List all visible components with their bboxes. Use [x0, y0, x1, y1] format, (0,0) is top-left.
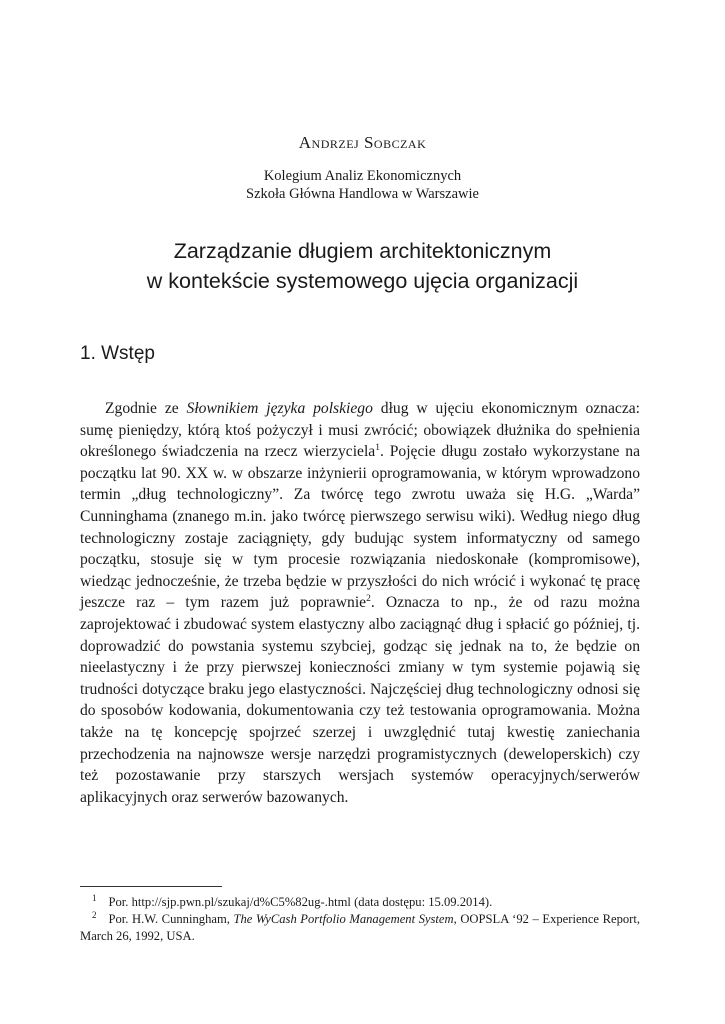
dictionary-title: Słownikiem języka polskiego — [186, 400, 373, 417]
footnote-separator — [80, 886, 222, 887]
footnote-2-number: 2 — [92, 909, 97, 920]
footnote-2-text-end: , OOPSLA ‘92 – Experience Report, March 26, 1992, USA. — [80, 912, 641, 943]
affiliation-university: Szkoła Główna Handlowa w Warszawie — [246, 186, 479, 202]
body-text-part-2: dług w ujęciu ekonomicznym oznacza: sumę pieniędzy, którą ktoś pożyczył i musi zwrócić; obowiązek dłużnika do spełnienia określonego świadczenia na rzecz wierzyciela — [80, 400, 640, 461]
section-heading: 1. Wstęp — [80, 343, 155, 364]
paper-title-line-1: Zarządzanie długiem architektonicznym — [173, 239, 552, 263]
footnote-1-text: Por. http://sjp.pwn.pl/szukaj/d%C5%82ug-.html (data dostępu: 15.09.2014). — [108, 895, 493, 909]
footnotes — [80, 894, 640, 945]
footnote-ref-2[interactable]: 2 — [366, 594, 371, 605]
footnote-1-number: 1 — [92, 892, 97, 903]
footnote-ref-1[interactable]: 1 — [375, 443, 380, 453]
body-text-part-4: . Oznacza to np., że od razu można zaprojektować i zbudować system elastyczny albo zaciągnąć dług i spłacić go później, tj. doprowadzić do powstania systemu szybciej, godząc się jednak na to, że będzie on nieelastyczny i że przy pierwszej konieczności zmiany w tym systemie pojawią się trudności dotyczące braku jego elastyczności. Najczęściej dług technologiczny odnosi się do sposobów kodowania, dokumentowania czy też testowania oprogramowania. Można także na tę koncepcję spojrzeć szerzej i uwzględnić tutaj kwestię zaniechania przechodzenia na najnowsze wersje narzędzi programistycznych (deweloperskich) czy też pozostawanie przy starszych wersjach systemów operacyjnych/serwerów aplikacyjnych oraz serwerów bazowanych. — [80, 594, 640, 806]
body-text-part-3: . Pojęcie długu zostało wykorzystane na początku lat 90. XX w. w obszarze inżynierii oprogramowania, w którym wprowadzono termin „dług technologiczny”. Za twórcę tego zwrotu uważa się H.G. „Warda” Cunninghama (znanego m.in. jako twórcę pierwszego serwisu wiki). Według niego dług technologiczny zostaje zaciągnięty, gdy budując system informatyczny od samego początku, stosuje się w tym procesie rozwiązania niedoskonałe (kompromisowe), wiedząc jednocześnie, że trzeba będzie w przyszłości do nich wrócić i wykonać tę pracę jeszcze raz – tym razem już poprawnie — [80, 443, 640, 612]
body-paragraph — [80, 398, 640, 808]
body-text-start: Zgodnie ze — [105, 400, 187, 417]
footnote-2-text-start: Por. H.W. Cunningham, — [108, 912, 234, 926]
footnote-2-cited-title: The WyCash Portfolio Management System — [233, 912, 454, 926]
paper-title-line-2: w kontekście systemowego ujęcia organizacji — [146, 269, 579, 293]
footnote-2 — [80, 911, 640, 945]
affiliation-college: Kolegium Analiz Ekonomicznych — [263, 168, 462, 184]
author-name: Andrzej Sobczak — [298, 133, 427, 152]
footnote-1 — [80, 894, 640, 911]
